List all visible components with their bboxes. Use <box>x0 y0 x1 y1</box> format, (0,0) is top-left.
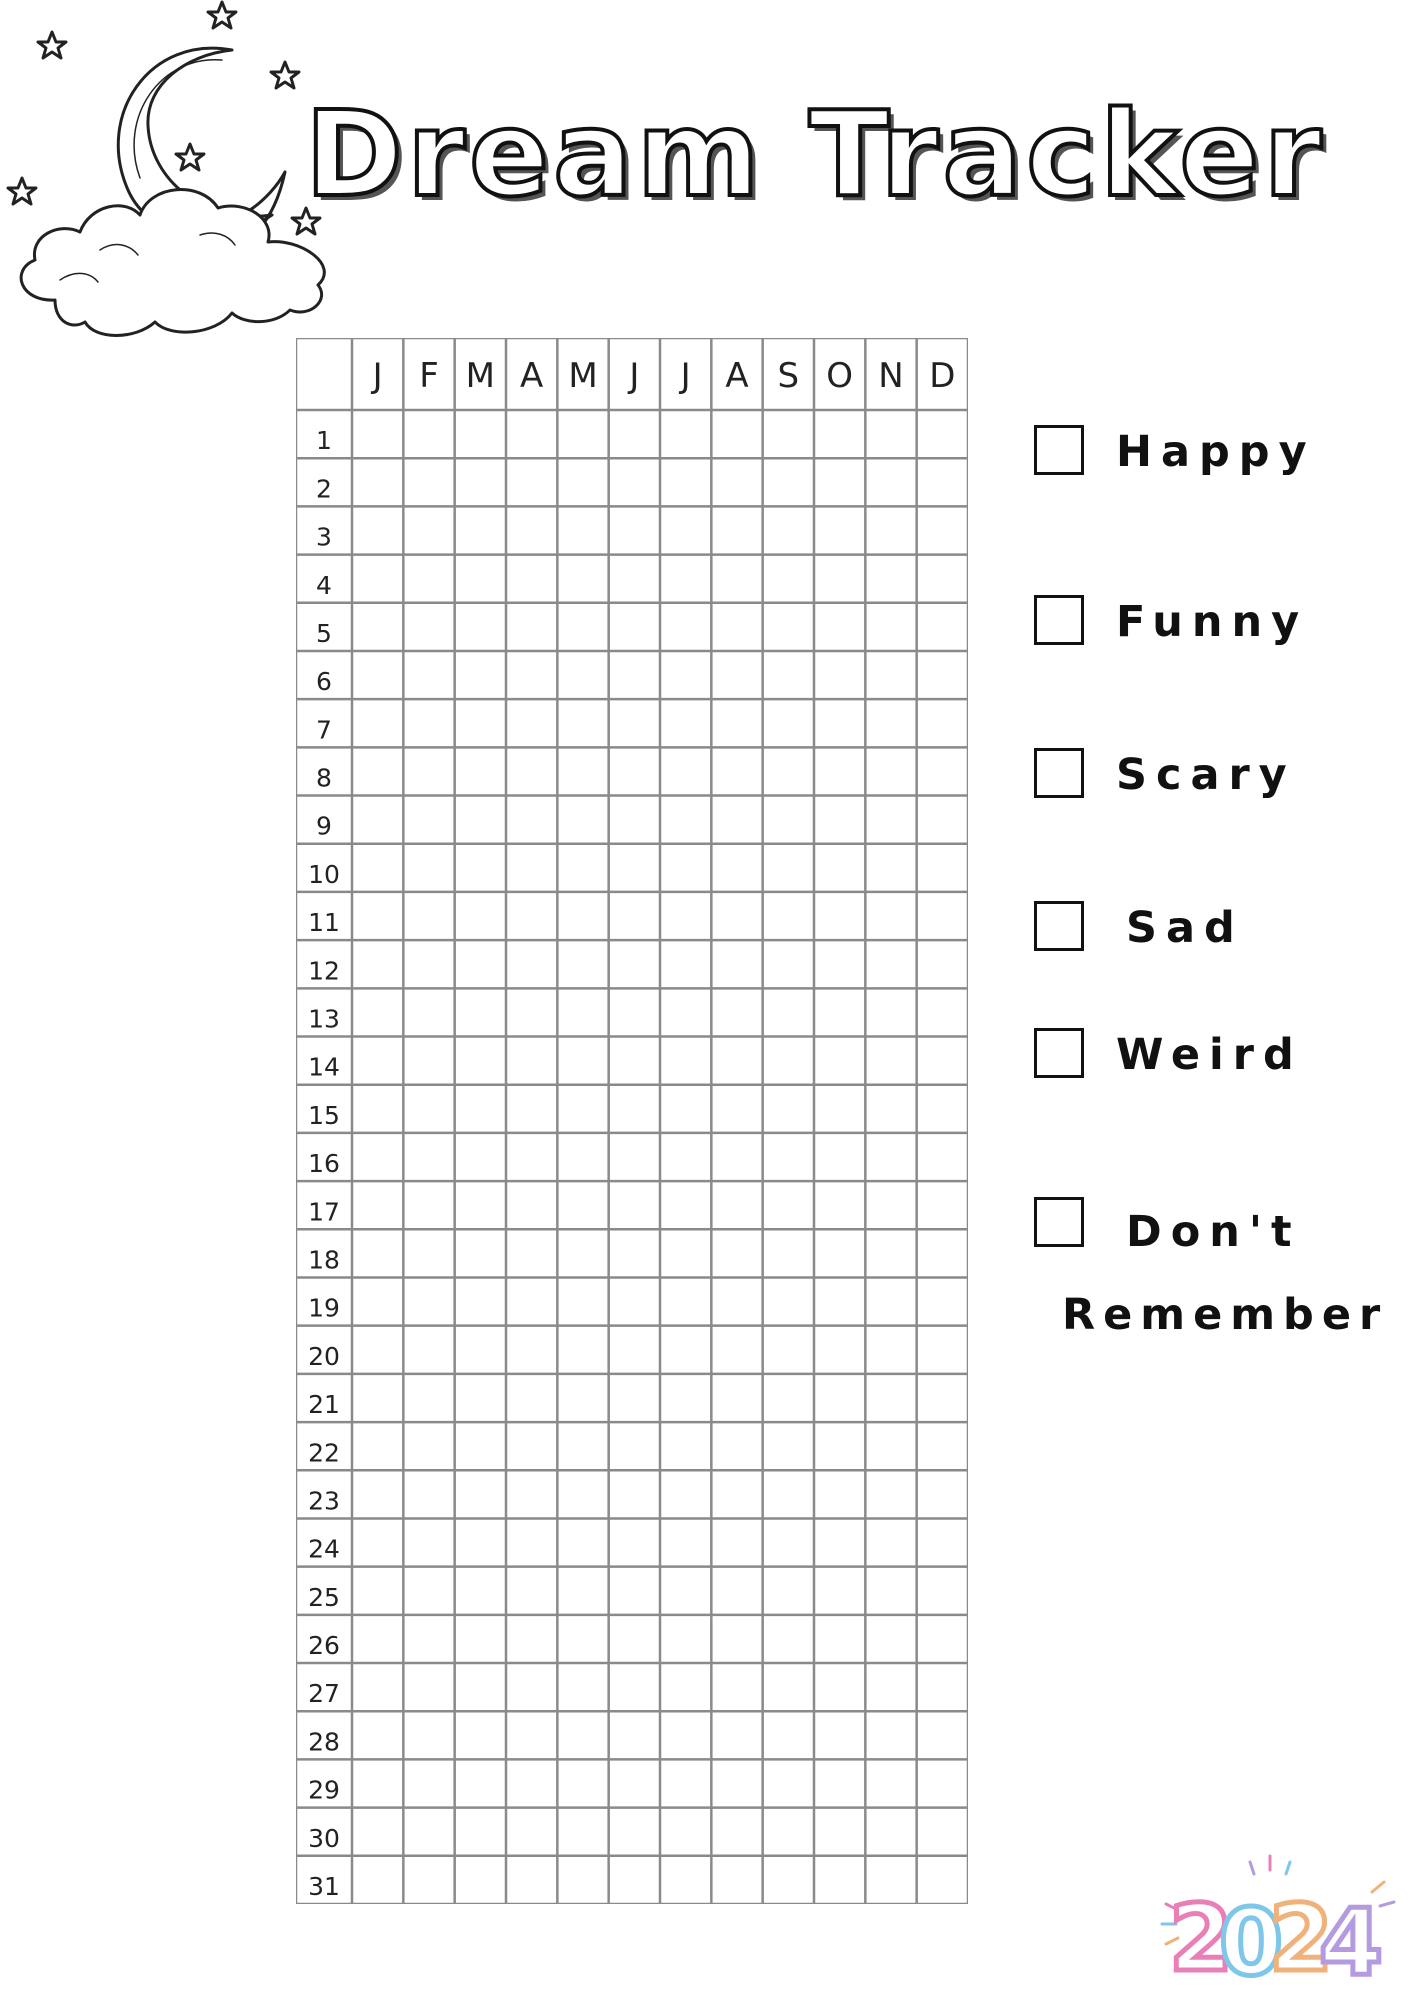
day-label: 25 <box>308 1582 340 1612</box>
star-icon <box>208 2 236 28</box>
day-label: 12 <box>308 956 340 986</box>
year-digit: 0 <box>1218 1889 1284 1992</box>
day-label: 23 <box>308 1486 340 1516</box>
funny-label: Funny <box>1116 597 1309 647</box>
sparkle-ray-icon <box>1250 1862 1254 1874</box>
star-icon <box>8 178 36 204</box>
month-header: M <box>568 356 598 396</box>
day-label: 16 <box>308 1149 340 1179</box>
day-label: 1 <box>316 426 332 456</box>
month-header: J <box>629 356 640 396</box>
day-label: 19 <box>308 1293 340 1323</box>
star-icon <box>38 32 66 58</box>
month-header: A <box>725 356 749 396</box>
month-header: A <box>520 356 544 396</box>
scary-checkbox[interactable] <box>1034 748 1084 798</box>
weird-checkbox[interactable] <box>1034 1028 1084 1078</box>
year-badge <box>1158 1852 1403 1992</box>
scary-label: Scary <box>1116 750 1296 800</box>
dont-remember-label-line1: Don't <box>1126 1207 1301 1257</box>
day-label: 10 <box>308 859 340 889</box>
day-label: 13 <box>308 1004 340 1034</box>
day-label: 14 <box>308 1052 340 1082</box>
day-label: 6 <box>316 667 332 697</box>
day-label: 30 <box>308 1823 340 1853</box>
day-label: 22 <box>308 1438 340 1468</box>
day-label: 5 <box>316 618 332 648</box>
month-header: J <box>680 356 691 396</box>
moon-cloud-illustration <box>0 0 340 350</box>
page-title: Dream Tracker <box>305 85 1326 223</box>
day-label: 4 <box>316 570 332 600</box>
day-label: 24 <box>308 1534 340 1564</box>
sad-checkbox[interactable] <box>1034 901 1084 951</box>
day-label: 21 <box>308 1390 340 1420</box>
day-label: 18 <box>308 1245 340 1275</box>
funny-checkbox[interactable] <box>1034 595 1084 645</box>
day-label: 11 <box>308 908 340 938</box>
day-label: 28 <box>308 1727 340 1757</box>
month-header: S <box>777 356 800 396</box>
dont-remember-label-line2: Remember <box>1062 1290 1389 1340</box>
day-label: 8 <box>316 763 332 793</box>
happy-label: Happy <box>1116 427 1316 477</box>
dream-tracker-grid <box>296 338 968 1904</box>
day-label: 7 <box>316 715 332 745</box>
day-label: 29 <box>308 1775 340 1805</box>
day-label: 15 <box>308 1100 340 1130</box>
day-label: 31 <box>308 1872 340 1901</box>
sad-label: Sad <box>1126 903 1244 953</box>
cloud-icon <box>21 190 324 336</box>
day-label: 3 <box>316 522 332 552</box>
star-icon <box>271 62 299 88</box>
month-header: F <box>419 356 439 396</box>
month-header: O <box>826 356 854 396</box>
day-label: 27 <box>308 1679 340 1709</box>
day-label: 2 <box>316 474 332 504</box>
month-header: D <box>929 356 956 396</box>
year-digit: 4 <box>1318 1889 1384 1992</box>
weird-label: Weird <box>1116 1030 1303 1080</box>
month-header: M <box>465 356 496 396</box>
happy-checkbox[interactable] <box>1034 425 1084 475</box>
month-header: N <box>878 356 904 396</box>
day-label: 9 <box>316 811 332 841</box>
month-header: J <box>372 356 383 396</box>
sparkle-ray-icon <box>1286 1862 1290 1874</box>
year-digit: 2 <box>1168 1885 1234 1992</box>
day-label: 26 <box>308 1631 340 1661</box>
day-label: 20 <box>308 1341 340 1371</box>
dont-remember-checkbox[interactable] <box>1034 1197 1084 1247</box>
year-digit: 2 <box>1268 1885 1334 1992</box>
day-label: 17 <box>308 1197 340 1227</box>
star-icon <box>176 144 204 170</box>
